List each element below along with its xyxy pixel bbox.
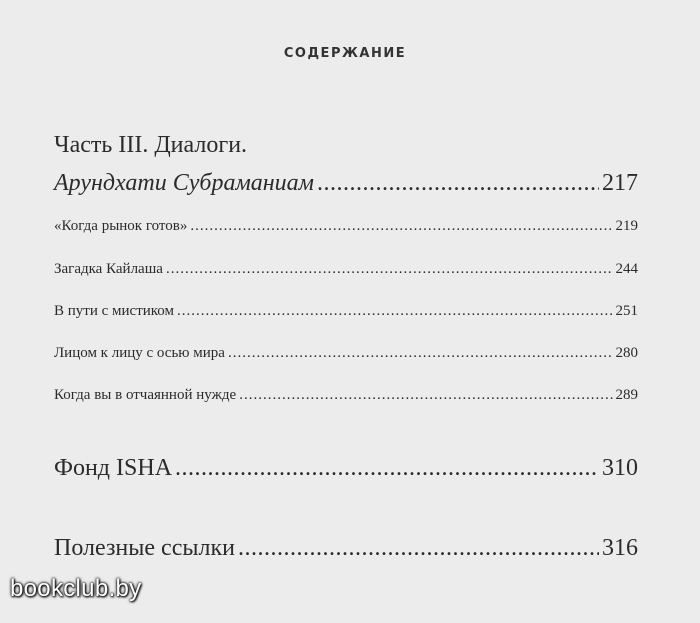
toc-entry-page: 244 [615,261,638,277]
toc-entry-page: 217 [602,170,638,196]
toc-leader-dots [228,345,613,362]
toc-entry [54,387,638,404]
toc-entry-title: «Когда рынок готов» [54,218,188,234]
toc-leader-dots [177,303,612,320]
toc-leader-dots [239,387,612,404]
toc-entry [54,218,638,235]
toc-leader-dots [190,218,612,235]
toc-entry-page: 251 [615,303,638,319]
toc-entry-page: 316 [602,535,638,561]
toc-entry-title: Фонд ISHA [54,455,173,481]
part-title: Часть III. Диалоги. [54,132,248,158]
toc-entry-page: 280 [615,345,638,361]
toc-entry-title: В пути с мистиком [54,303,175,319]
toc-heading: СОДЕРЖАНИЕ [283,46,407,61]
toc-leader-dots [175,455,599,482]
toc-entry-page: 289 [615,387,638,403]
toc-entry [54,345,638,362]
watermark: bookclub.by [10,575,142,602]
toc-leader-dots [166,261,613,278]
toc-entry [54,303,638,320]
toc-entry-page: 219 [615,218,638,234]
toc-leader-dots [317,170,599,197]
toc-leader-dots [238,535,599,562]
toc-entry [54,261,638,278]
toc-entry-page: 310 [602,455,638,481]
toc-entry [54,535,638,562]
toc-entry-title: Лицом к лицу с осью мира [54,345,225,361]
toc-entry-title: Когда вы в отчаянной нужде [54,387,237,403]
toc-entry-title: Арундхати Субраманиам [54,170,314,196]
toc-entry-title: Полезные ссылки [54,535,235,561]
toc-entry-title: Загадка Кайлаша [54,261,163,277]
toc-entry [54,455,638,482]
toc-entry-author [54,170,638,197]
